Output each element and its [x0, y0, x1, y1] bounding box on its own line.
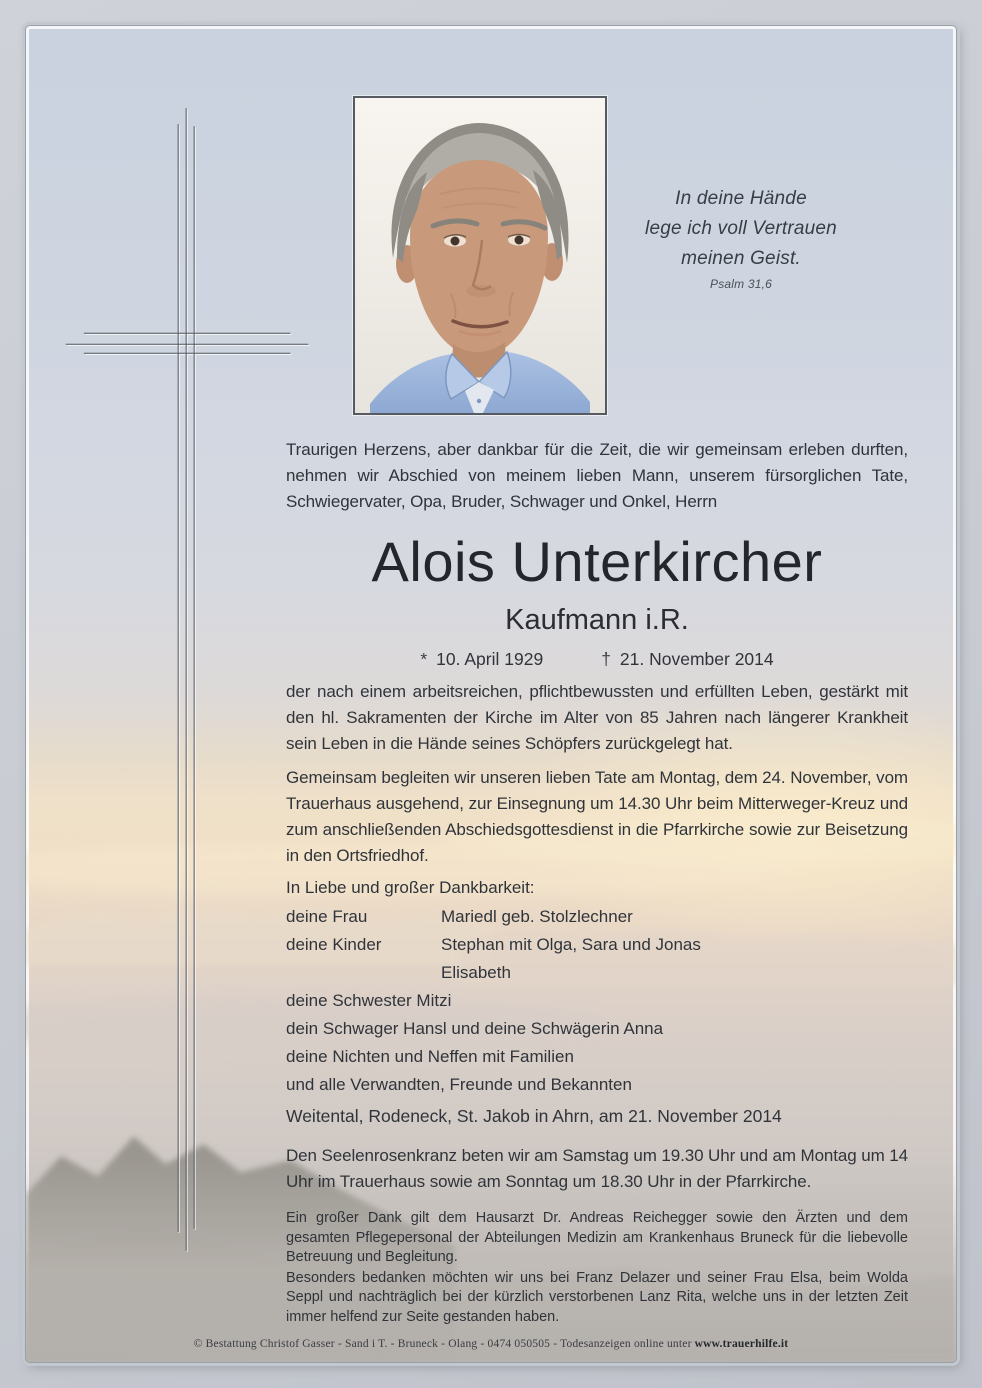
birth-date: 10. April 1929	[436, 649, 544, 669]
family-member-name	[441, 931, 908, 987]
family-line: deine Nichten und Neffen mit Familien	[286, 1047, 574, 1066]
family-row	[286, 903, 908, 931]
family-row	[286, 931, 908, 987]
rosary-paragraph: Den Seelenrosenkranz beten wir am Samstag um 19.30 Uhr und am Montag um 14 Uhr im Trauerhaus sowie am Sonntag um 18.30 Uhr in der Pfarrkirche.	[286, 1146, 908, 1191]
family-member-name: Mariedl geb. Stolzlechner	[441, 907, 633, 926]
family-member-name-line: Stephan mit Olga, Sara und Jonas	[441, 935, 701, 954]
death-date-group	[601, 647, 773, 671]
family-line: dein Schwager Hansl und deine Schwägerin Anna	[286, 1019, 664, 1038]
psalm-quote	[616, 184, 866, 294]
death-cross-symbol: †	[601, 649, 611, 669]
birth-date-group	[420, 647, 543, 671]
deceased-profession: Kaufmann i.R.	[505, 604, 689, 636]
imprint-text: © Bestattung Christof Gasser - Sand i T. - Bruneck - Olang - 0474 050505 - Todesanzeigen online unter	[193, 1338, 695, 1350]
portrait-photo	[353, 96, 607, 415]
website-link[interactable]: www.trauerhilfe.it	[694, 1338, 789, 1350]
family-heading: In Liebe und großer Dankbarkeit:	[286, 878, 535, 897]
family-relation-label: deine Frau	[286, 907, 368, 926]
funeral-paragraph: Gemeinsam begleiten wir unseren lieben Tate am Montag, dem 24. November, vom Trauerhaus ausgehend, zur Einsegnung um 14.30 Uhr beim Mitterweger-Kreuz und zum anschließenden Abschiedsgottesdienst in die Pfarrkirche sowie zur Beisetzung in den Ortsfriedhof.	[286, 768, 908, 865]
birth-star-symbol: *	[420, 649, 428, 669]
thanks-paragraph: Ein großer Dank gilt dem Hausarzt Dr. Andreas Reichegger sowie den Ärzten und dem gesamten Pflegepersonal der Abteilungen Medizin am Krankenhaus Bruneck für die liebevolle Betreuung und Begleitung.	[286, 1210, 908, 1265]
death-date: 21. November 2014	[619, 649, 774, 669]
family-line: deine Schwester Mitzi	[286, 991, 452, 1010]
quote-line: In deine Hände	[675, 188, 807, 209]
thanks-paragraph: Besonders bedanken möchten wir uns bei Franz Delazer und seiner Frau Elsa, beim Wolda Seppl und nachträglich bei der kürzlich verstorbenen Lanz Rita, welche uns in der letzten Zeit immer helfend zur Seite gestanden haben.	[286, 1269, 908, 1325]
life-paragraph: der nach einem arbeitsreichen, pflichtbewussten und erfüllten Leben, gestärkt mit den hl. Sakramenten der Kirche im Alter von 85 Jahren nach längerer Krankheit sein Leben in die Hände seines Schöpfers zurückgelegt hat.	[286, 682, 908, 753]
quote-line: lege ich voll Vertrauen	[645, 218, 837, 239]
family-relation-label: deine Kinder	[286, 935, 382, 954]
place-and-date-line: Weitental, Rodeneck, St. Jakob in Ahrn, am 21. November 2014	[286, 1106, 782, 1126]
life-dates	[286, 647, 908, 671]
card-frame	[25, 25, 957, 1363]
deceased-name: Alois Unterkircher	[371, 530, 823, 593]
acknowledgements	[286, 1209, 908, 1328]
quote-source: Psalm 31,6	[709, 277, 773, 291]
family-line: und alle Verwandten, Freunde und Bekannten	[286, 1075, 632, 1094]
intro-paragraph: Traurigen Herzens, aber dankbar für die Zeit, die wir gemeinsam erleben durften, nehmen wir Abschied von meinem lieben Mann, unserem fürsorglichen Tate, Schwiegervater, Opa, Bruder, Schwager und Onkel, Herrn	[286, 440, 908, 511]
quote-line: meinen Geist.	[681, 248, 801, 269]
family-member-name-line: Elisabeth	[441, 963, 511, 982]
funeral-home-imprint	[26, 1338, 956, 1350]
